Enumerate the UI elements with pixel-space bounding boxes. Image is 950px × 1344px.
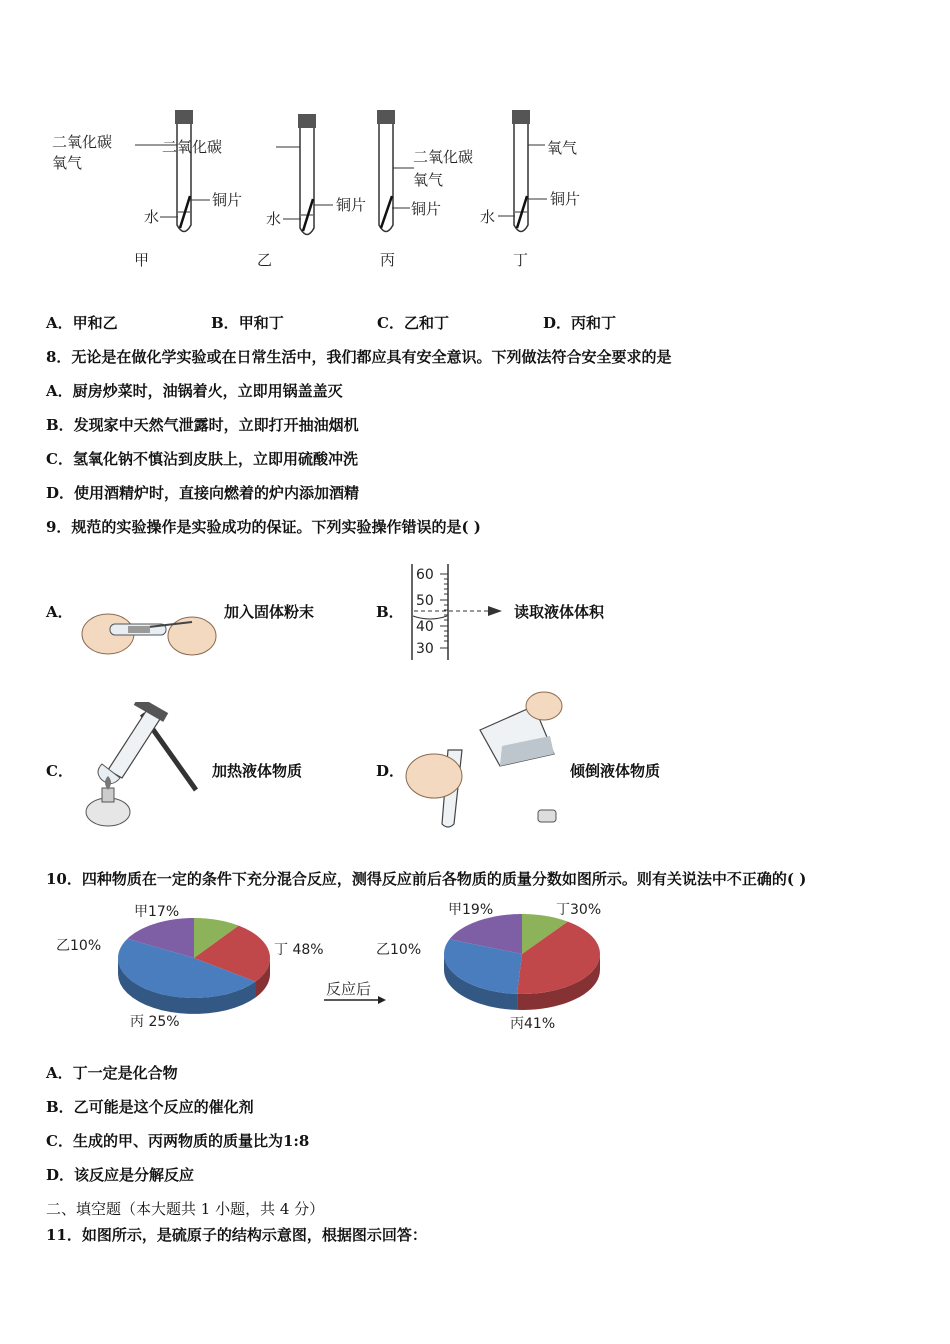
q7-option-d[interactable] [543,312,616,333]
option-key: B． [211,314,239,332]
pie1-label-jia: 甲17% [134,904,180,920]
option-text: 丙和丁 [571,314,617,332]
q10-option-a[interactable]: A．丁一定是化合物 [46,1064,178,1082]
powder-adding-illustration [80,600,220,662]
pie1-label-ding: 丁 48% [274,942,324,958]
pie2-label-jia: 甲19% [448,902,494,918]
label-water: 水 [480,208,496,226]
label-water: 水 [266,210,282,228]
pie1-label-bing: 丙 25% [130,1014,180,1030]
q9-option-a-key[interactable]: A． [46,603,73,621]
pie1-label-yi: 乙10% [56,938,102,954]
tick-30: 30 [416,641,434,657]
tick-50: 50 [416,593,434,609]
pie-chart-before [118,918,270,1014]
label-co2: 二氧化碳 [162,138,223,156]
arrow-label: 反应后 [326,980,372,998]
label-co2: 二氧化碳 [52,133,113,151]
tick-40: 40 [416,619,434,635]
q9-option-c-caption: 加热液体物质 [212,762,303,780]
q10-option-b[interactable]: B．乙可能是这个反应的催化剂 [46,1098,254,1116]
stopper [512,110,530,124]
option-key: D． [543,314,572,332]
option-text: 乙和丁 [403,314,449,332]
option-text: 甲和丁 [238,314,284,332]
pie-chart-figure [46,896,646,1042]
q10-stem: 10．四种物质在一定的条件下充分混合反应，测得反应前后各物质的质量分数如图所示。则有关说法中不正确的( ) [46,870,807,888]
pouring-illustration [404,684,570,834]
label-o2: 氧气 [413,171,444,189]
test-tube-figure [40,100,620,280]
tube-name: 乙 [257,251,273,269]
q10-option-d[interactable]: D．该反应是分解反应 [46,1166,195,1184]
q9-option-d-key[interactable]: D． [376,762,405,780]
q8-option-a[interactable]: A．厨房炒菜时，油锅着火，立即用锅盖盖灭 [46,382,343,400]
q9-option-d-caption: 倾倒液体物质 [570,762,661,780]
q8-stem: 8．无论是在做化学实验或在日常生活中，我们都应具有安全意识。下列做法符合安全要求的是 [46,348,672,366]
label-copper: 铜片 [411,200,442,218]
option-key: C． [377,314,404,332]
pie2-label-ding: 丁30% [556,902,602,918]
label-co2: 二氧化碳 [413,148,474,166]
tube-yi [162,114,366,269]
label-copper: 铜片 [212,191,243,209]
tube-bing [377,110,473,269]
tube-jia [52,110,242,269]
tube-name: 甲 [134,251,150,269]
q7-option-c[interactable] [377,312,449,333]
tick-60: 60 [416,567,434,583]
q11-stem: 11．如图所示，是硫原子的结构示意图，根据图示回答： [46,1226,427,1244]
q8-option-c[interactable]: C．氢氧化钠不慎沾到皮肤上，立即用硫酸冲洗 [46,450,358,468]
heating-illustration [78,702,208,834]
q8-option-d[interactable]: D．使用酒精炉时，直接向燃着的炉内添加酒精 [46,484,360,502]
tube-name: 丁 [513,251,529,269]
label-copper: 铜片 [550,190,581,208]
graduated-cylinder-illustration [404,562,514,664]
pie2-label-bing: 丙41% [510,1016,556,1032]
stopper [175,110,193,124]
arrow-head-icon [378,996,386,1004]
eye-icon [488,606,502,616]
q9-option-a-caption: 加入固体粉末 [224,603,315,621]
q9-option-c-key[interactable]: C． [46,762,73,780]
q10-option-c[interactable]: C．生成的甲、丙两物质的质量比为1:8 [46,1132,310,1150]
pie2-label-yi: 乙10% [376,942,422,958]
tube-name: 丙 [380,251,396,269]
pie-chart-after [444,914,600,1010]
label-o2: 氧气 [547,139,578,157]
q9-option-b-caption: 读取液体体积 [514,603,605,621]
q9-stem: 9．规范的实验操作是实验成功的保证。下列实验操作错误的是( ) [46,518,481,536]
option-key: A． [46,314,73,332]
label-o2: 氧气 [52,154,83,172]
option-text: 甲和乙 [72,314,118,332]
label-copper: 铜片 [336,196,367,214]
stopper [377,110,395,124]
label-water: 水 [144,208,160,226]
q9-option-b-key[interactable]: B． [376,603,404,621]
q7-option-a[interactable] [46,312,118,333]
tube-ding [480,110,580,269]
section2-heading: 二、填空题（本大题共 1 小题，共 4 分） [46,1200,325,1218]
stopper [298,114,316,128]
copper-strip [381,196,392,228]
q7-option-b[interactable] [211,312,284,333]
q8-option-b[interactable]: B．发现家中天然气泄露时，立即打开抽油烟机 [46,416,359,434]
